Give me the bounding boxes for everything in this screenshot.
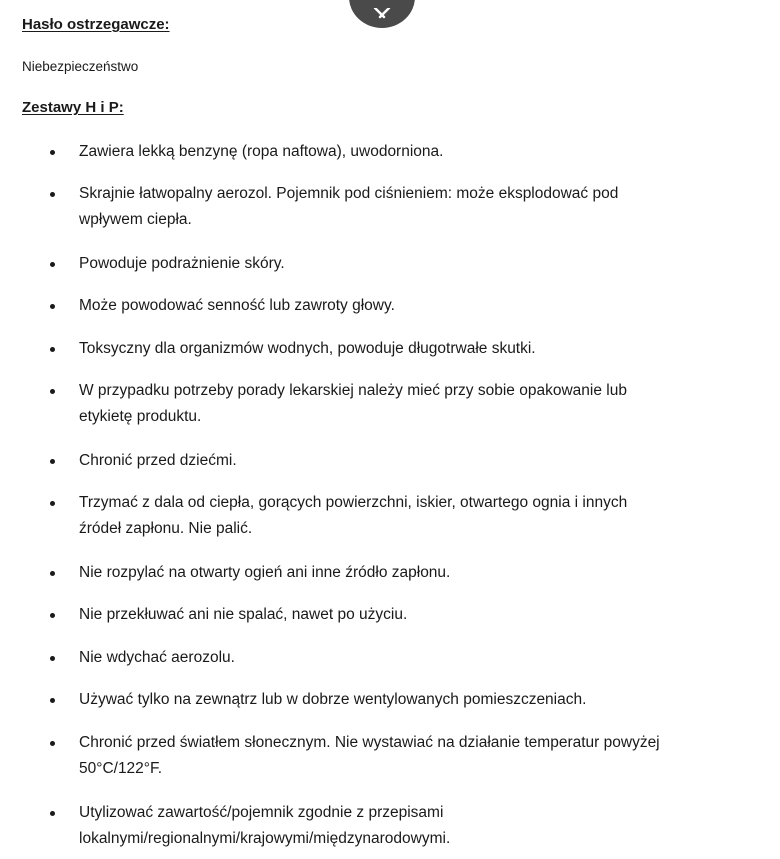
hp-statement-item — [79, 800, 744, 852]
hp-statement-text-continued: lokalnymi/regionalnymi/krajowymi/międzynarodowymi. — [79, 830, 451, 847]
hp-statement-item — [79, 336, 744, 362]
bullet-icon — [50, 262, 55, 267]
hp-statement-text: Chronić przed światłem słonecznym. Nie wystawiać na działanie temperatur powyżej — [79, 734, 660, 751]
hp-statement-text: Trzymać z dala od ciepła, gorących powierzchni, iskier, otwartego ognia i innych — [79, 494, 628, 511]
hp-statements-heading: Zestawy H i P: — [22, 99, 124, 116]
hp-statement-text-continued: wpływem ciepła. — [79, 211, 192, 228]
signal-word-heading: Hasło ostrzegawcze: — [22, 16, 170, 33]
hp-statement-text: Zawiera lekką benzynę (ropa naftowa), uwodorniona. — [79, 143, 444, 160]
hp-statement-item — [79, 730, 744, 782]
hp-statement-text: W przypadku potrzeby porady lekarskiej należy mieć przy sobie opakowanie lub — [79, 382, 627, 399]
hp-statement-text: Skrajnie łatwopalny aerozol. Pojemnik pod ciśnieniem: może eksplodować pod — [79, 185, 619, 202]
hp-statement-item — [79, 251, 744, 277]
hp-statement-item — [79, 645, 744, 671]
hp-statement-text: Powoduje podrażnienie skóry. — [79, 255, 285, 272]
bullet-icon — [50, 811, 55, 816]
hp-statement-text: Może powodować senność lub zawroty głowy. — [79, 297, 395, 314]
hp-statement-item — [79, 687, 744, 713]
hp-statement-item — [79, 602, 744, 628]
hp-statement-text: Nie rozpylać na otwarty ogień ani inne źródło zapłonu. — [79, 564, 451, 581]
hp-statement-item — [79, 490, 744, 542]
bullet-icon — [50, 459, 55, 464]
bullet-icon — [50, 150, 55, 155]
signal-word: Niebezpieczeństwo — [22, 59, 139, 74]
close-button[interactable] — [349, 0, 415, 28]
bullet-icon — [50, 501, 55, 506]
hp-statement-text-continued: źródeł zapłonu. Nie palić. — [79, 520, 253, 537]
hp-statement-item — [79, 560, 744, 586]
hp-statement-text: Toksyczny dla organizmów wodnych, powoduje długotrwałe skutki. — [79, 340, 536, 357]
bullet-icon — [50, 741, 55, 746]
close-icon — [371, 8, 393, 22]
hp-statement-text-continued: 50°C/122°F. — [79, 760, 163, 777]
hp-statement-text: Chronić przed dziećmi. — [79, 452, 237, 469]
bullet-icon — [50, 192, 55, 197]
bullet-icon — [50, 656, 55, 661]
hp-statement-item — [79, 181, 744, 233]
hp-statement-text: Używać tylko na zewnątrz lub w dobrze wentylowanych pomieszczeniach. — [79, 691, 587, 708]
hp-statement-item — [79, 139, 744, 165]
bullet-icon — [50, 698, 55, 703]
bullet-icon — [50, 389, 55, 394]
bullet-icon — [50, 304, 55, 309]
hp-statement-text: Utylizować zawartość/pojemnik zgodnie z przepisami — [79, 804, 444, 821]
hp-statement-text-continued: etykietę produktu. — [79, 408, 202, 425]
hp-statement-item — [79, 448, 744, 474]
hp-statement-text: Nie wdychać aerozolu. — [79, 649, 235, 666]
hp-statement-item — [79, 378, 744, 430]
bullet-icon — [50, 347, 55, 352]
bullet-icon — [50, 613, 55, 618]
hp-statement-item — [79, 293, 744, 319]
bullet-icon — [50, 571, 55, 576]
hp-statement-text: Nie przekłuwać ani nie spalać, nawet po użyciu. — [79, 606, 408, 623]
